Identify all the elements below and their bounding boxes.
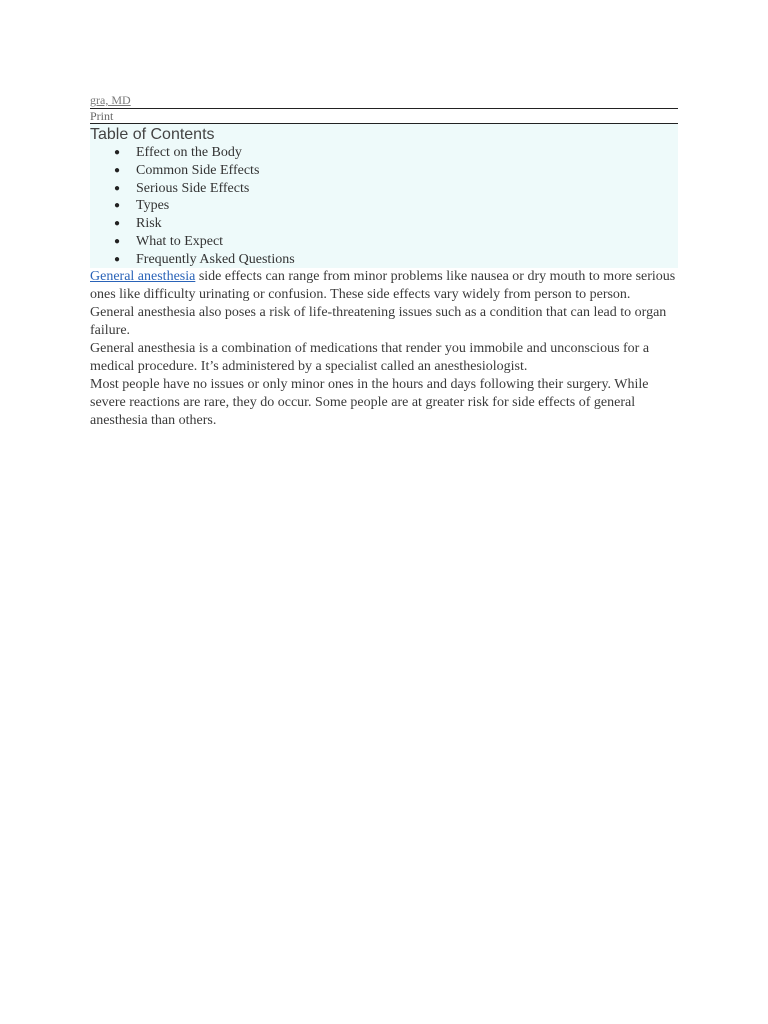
bullet-icon: ● [114,164,121,176]
toc-item-label: Risk [136,216,162,232]
author-byline[interactable]: gra, MD [90,93,131,107]
toc-item-label: What to Expect [136,233,224,249]
intro-paragraph-text: side effects can range from minor problems like nausea or dry mouth to more serious ones like difficulty urinating or confusion. These side effects vary widely from person to person. General anesthesia also poses a risk of life-threatening issues such as a condition that can lead to organ failure. [90,269,676,338]
article-page [90,93,678,430]
toc-item-faq[interactable] [90,251,678,269]
table-of-contents [90,124,678,268]
print-link[interactable]: Print [90,109,114,123]
toc-item-label: Serious Side Effects [136,180,250,196]
toc-item-serious-side-effects[interactable] [90,180,678,198]
general-anesthesia-link[interactable]: General anesthesia [90,269,196,284]
risk-paragraph: Most people have no issues or only minor ones in the hours and days following their surgery. While severe reactions are rare, they do occur. Some people are at greater risk for side effects of general anesthesia than others. [90,377,649,428]
toc-item-types[interactable] [90,197,678,215]
definition-paragraph: General anesthesia is a combination of medications that render you immobile and unconscious for a medical procedure. It’s administered by a specialist called an anesthesiologist. [90,341,650,374]
bullet-icon: ● [114,200,121,212]
bullet-icon: ● [114,235,121,247]
toc-title: Table of Contents [90,126,215,143]
bullet-icon: ● [114,182,121,194]
toc-item-what-to-expect[interactable] [90,233,678,251]
toc-item-risk[interactable] [90,215,678,233]
intro-paragraph [90,268,678,340]
bullet-icon: ● [114,253,121,265]
toc-item-label: Common Side Effects [136,162,260,178]
toc-list [90,144,678,269]
toc-item-label: Effect on the Body [136,145,242,160]
toc-item-label: Frequently Asked Questions [136,251,295,267]
bullet-icon: ● [114,147,121,158]
toc-item-effect-on-the-body[interactable] [90,144,678,162]
toc-item-label: Types [136,198,170,214]
toc-item-common-side-effects[interactable] [90,162,678,180]
bullet-icon: ● [114,218,121,230]
